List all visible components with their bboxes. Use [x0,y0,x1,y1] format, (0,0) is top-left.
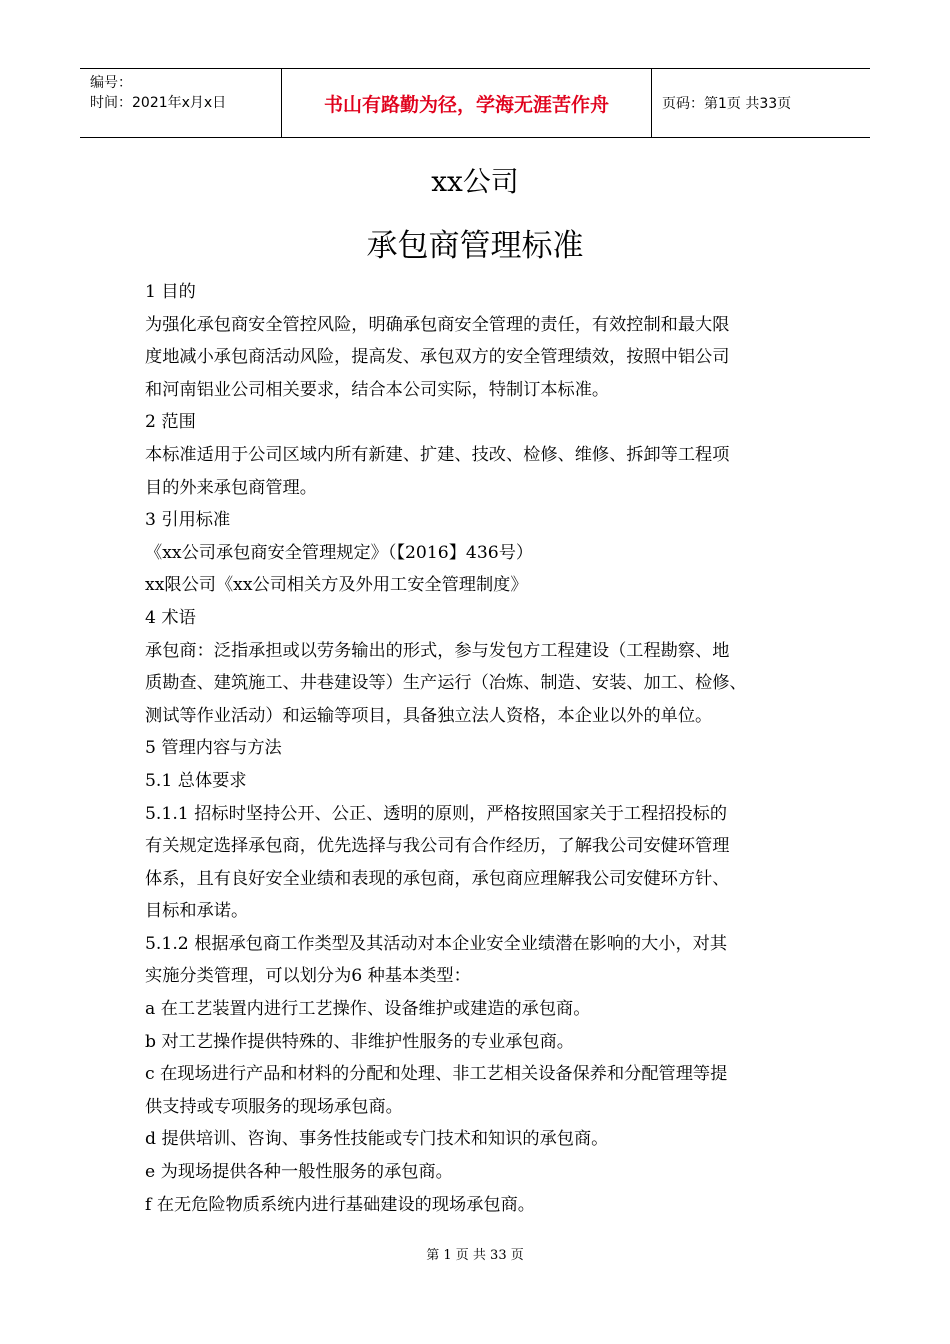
document-title: 承包商管理标准 [366,228,584,264]
body-line: 本标准适用于公司区域内所有新建、扩建、技改、检修、维修、拆卸等工程项 [145,444,730,465]
body-line: 5.1.2 根据承包商工作类型及其活动对本企业安全业绩潜在影响的大小，对其 [145,933,728,954]
body-line: 5.1 总体要求 [145,770,247,791]
document-body [145,276,815,1221]
body-line: 5 管理内容与方法 [145,738,282,759]
body-line: b 对工艺操作提供特殊的、非维护性服务的专业承包商。 [145,1031,574,1052]
body-line: e 为现场提供各种一般性服务的承包商。 [145,1162,453,1183]
body-line: 为强化承包商安全管控风险，明确承包商安全管理的责任，有效控制和最大限 [145,314,730,335]
body-line: d 提供培训、咨询、事务性技能或专门技术和知识的承包商。 [145,1129,609,1150]
body-line: 4 术语 [145,607,196,628]
body-line: 1 目的 [145,282,196,302]
body-line: 3 引用标准 [145,510,231,531]
company-title: xx公司 [431,165,519,198]
document-date-label: 时间：2021年x月x日 [90,95,227,111]
body-line: 实施分类管理，可以划分为6 种基本类型： [145,966,471,987]
body-line: 承包商：泛指承担或以劳务输出的形式，参与发包方工程建设（工程勘察、地 [145,640,730,661]
body-line: 目标和承诺。 [145,901,249,922]
body-line: 5.1.1 招标时坚持公开、公正、透明的原则，严格按照国家关于工程招投标的 [145,803,728,824]
header-motto: 书山有路勤为径，学海无涯苦作舟 [282,69,652,137]
body-line: 测试等作业活动）和运输等项目，具备独立法人资格，本企业以外的单位。 [145,705,713,726]
header-page-number: 页码：第1页 共33页 [662,96,792,112]
body-line: 供支持或专项服务的现场承包商。 [145,1096,403,1117]
body-line: f 在无危险物质系统内进行基础建设的现场承包商。 [145,1194,535,1215]
body-line: 质勘查、建筑施工、井巷建设等）生产运行（冶炼、制造、安装、加工、检修、 [145,673,747,694]
body-line: a 在工艺装置内进行工艺操作、设备维护或建造的承包商。 [145,999,591,1020]
body-line: 有关规定选择承包商，优先选择与我公司有合作经历，了解我公司安健环管理 [145,836,730,857]
document-number-label: 编号： [90,75,132,91]
body-line: 《xx公司承包商安全管理规定》（【2016】436号） [145,542,534,563]
body-line: c 在现场进行产品和材料的分配和处理、非工艺相关设备保养和分配管理等提 [145,1064,728,1085]
page-footer: 第 1 页 共 33 页 [426,1248,524,1263]
body-line: 体系，且有良好安全业绩和表现的承包商，承包商应理解我公司安健环方针、 [145,868,730,889]
body-line: 2 范围 [145,412,196,433]
page-header [80,68,870,138]
body-line: 目的外来承包商管理。 [145,477,317,498]
body-line: xx限公司《xx公司相关方及外用工安全管理制度》 [145,575,528,596]
body-line: 和河南铝业公司相关要求，结合本公司实际，特制订本标准。 [145,379,610,400]
header-left-cell [80,69,282,137]
body-line: 度地减小承包商活动风险，提高发、承包双方的安全管理绩效，按照中铝公司 [145,347,730,368]
